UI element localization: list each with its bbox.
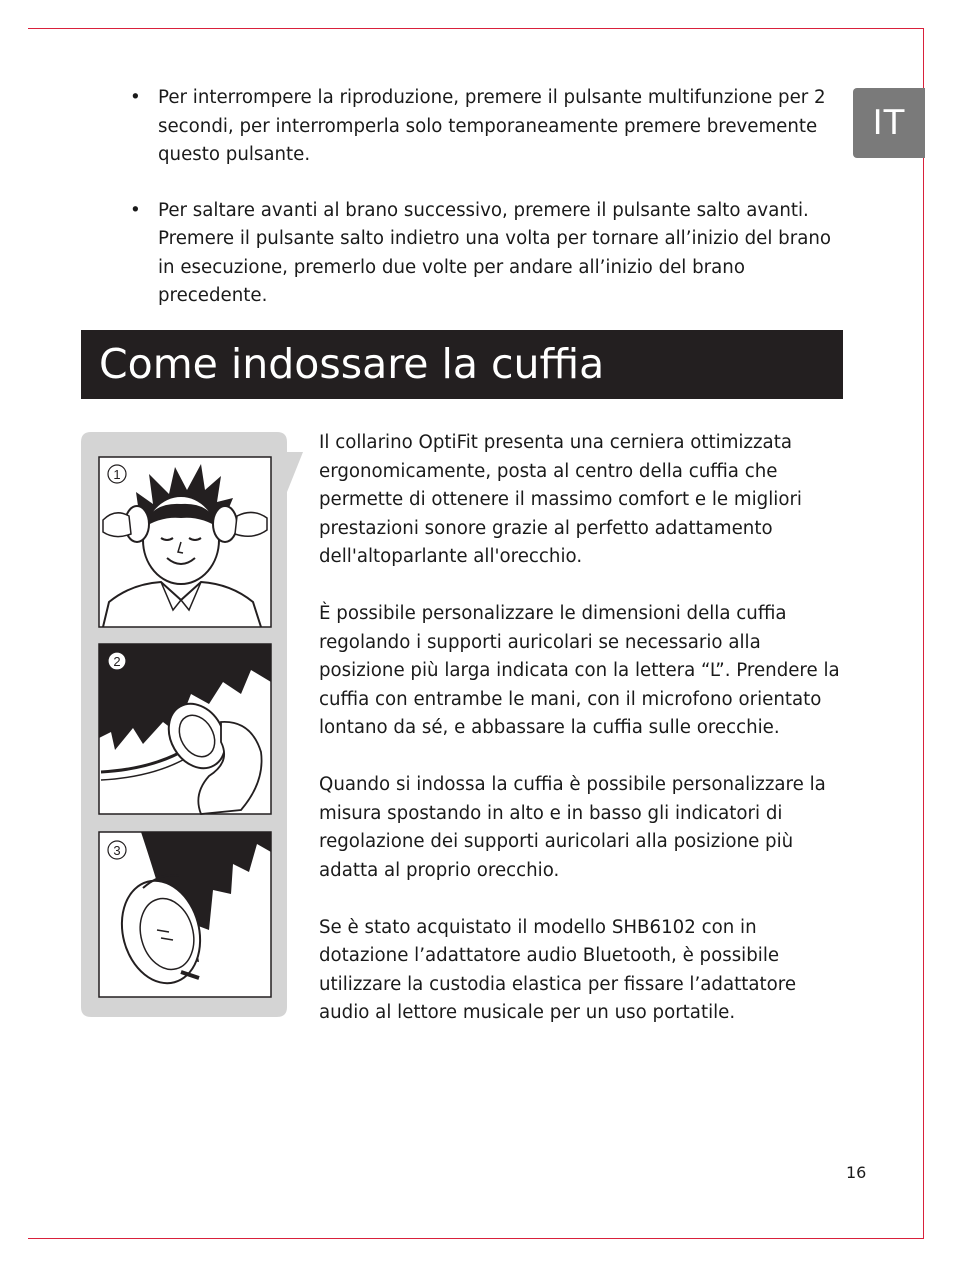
bullet-item [128,197,848,311]
step-3-figure [99,832,271,997]
paragraph: Il collarino OptiFit presenta una cerniera ottimizzata ergonomicamente, posta al centro della cuffia che permette di ottenere il massimo comfort e le migliori prestazioni sonore grazie al perfetto adattamento dell'altoparlante all'orecchio. [319,432,802,567]
bullet-item [128,84,848,170]
right-border-rule [923,28,924,1239]
step-number: 2 [113,654,121,669]
bullet-text: Per interrompere la riproduzione, premere il pulsante multifunzione per 2 secondi, per interromperla solo temporaneamente premere brevemente questo pulsante. [158,87,826,165]
step-1-figure [99,457,271,627]
bullet-marker: • [130,87,141,108]
step-number: 3 [113,843,121,858]
bottom-border-rule [28,1238,924,1239]
paragraph: Quando si indossa la cuffia è possibile personalizzare la misura spostando in alto e in basso gli indicatori di regolazione dei supporti auricolari alla posizione più adatta al proprio orecchio. [319,774,826,881]
page-number: 16 [846,1163,867,1182]
top-border-rule [28,28,924,29]
step-2-figure [99,644,271,814]
wearing-steps-illustration [81,432,303,1017]
step-number: 1 [113,467,121,482]
language-tab: IT [853,88,925,158]
paragraph: È possibile personalizzare le dimensioni della cuffia regolando i supporti auricolari se necessario alla posizione più larga indicata con la lettera “L”. Prendere la cuffia con entrambe le mani, con il microfono orientato lontano da sé, e abbassare la cuffia sulle orecchie. [319,603,840,738]
bullet-text: Per saltare avanti al brano successivo, premere il pulsante salto avanti. Premere il pulsante salto indietro una volta per tornare all’inizio del brano in esecuzione, premerlo due volte per andare all’inizio del brano precedente. [158,199,832,306]
bullet-marker: • [130,199,141,221]
instruction-bullets [128,84,848,338]
illustration-panel [81,432,303,1017]
paragraph: Se è stato acquistato il modello SHB6102 con in dotazione l’adattatore audio Bluetooth, è possibile utilizzare la custodia elastica per fissare l’adattatore audio al lettore musicale per un uso portatile. [319,916,797,1023]
section-title: Come indossare la cuffia [81,330,843,399]
instructions-body [319,429,849,1056]
